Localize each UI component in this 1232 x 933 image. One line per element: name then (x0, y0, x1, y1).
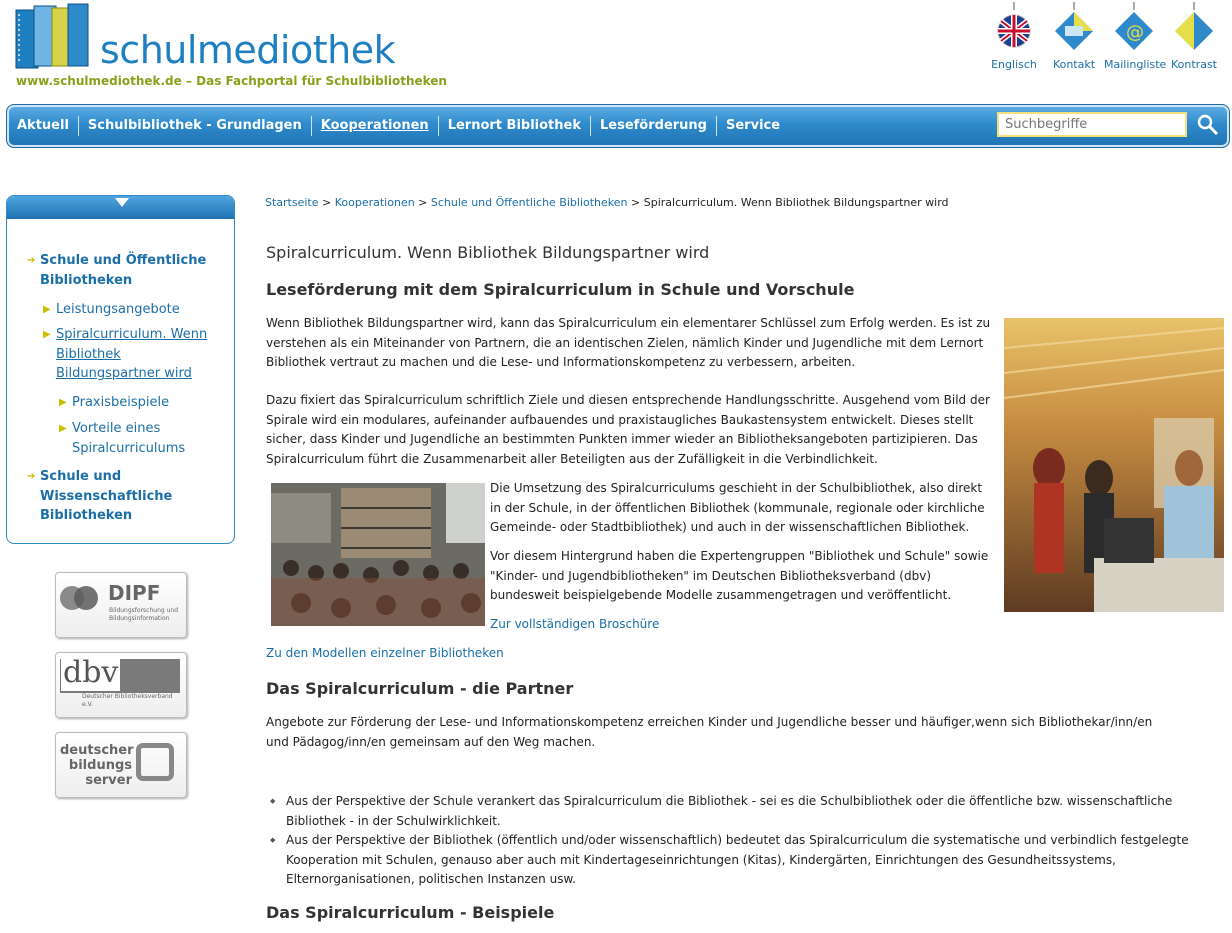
uk-flag-icon (991, 2, 1037, 54)
sidebar-header (7, 196, 234, 219)
paragraph-intro: Wenn Bibliothek Bildungspartner wird, kann das Spiralcurriculum ein elementarer Schlüssel zum Erfolg werden. Es ist zu verstehen als ein Miteinander von Partnern, die an identischen Zielen, nämlich Kinder und Jugendliche mit dem Lernort Bibliothek vertraut zu machen und die Lese- und Informationskompetenz zu verbessern, arbeiten. (266, 316, 991, 369)
kontrast-link[interactable] (1164, 2, 1224, 77)
nav-service[interactable]: Service (716, 116, 789, 136)
search-icon[interactable] (1196, 113, 1220, 137)
paragraph-angebote: Angebote zur Förderung der Lese- und Informationskompetenz erreichen Kinder und Jugendliche besser und häufiger,wenn sich Bibliothekar/inn/en und Pädagog/inn/en gemeinsam auf den Weg machen. (266, 715, 1153, 749)
nav-aktuell[interactable]: Aktuell (17, 118, 69, 133)
at-sign-icon (1111, 2, 1157, 54)
kontakt-label: Kontakt (1052, 58, 1096, 71)
top-icon-bar (984, 2, 1224, 77)
section-heading-partner: Das Spiralcurriculum - die Partner (266, 679, 574, 698)
books-logo-icon (14, 2, 92, 74)
site-logo[interactable] (14, 2, 447, 92)
sidebar-item-vorteile[interactable] (59, 419, 192, 458)
sidebar-item-label: Schule und Öffentliche Bibliotheken (40, 253, 207, 288)
nav-kooperationen[interactable]: Kooperationen (311, 116, 438, 136)
svg-text:@: @ (1126, 22, 1144, 43)
englisch-link[interactable] (984, 2, 1044, 77)
dipf-subtitle: Bildungsforschung und Bildungsinformation (109, 607, 179, 622)
paragraph-hintergrund: Vor diesem Hintergrund haben die Expertengruppen "Bibliothek und Schule" sowie "Kinder- und Jugendbibliotheken" im Deutschen Bibliotheksverband (dbv) bundesweit beispielgebende Modelle zusammengetragen und veröffentlicht. (490, 549, 989, 602)
breadcrumb-separator: > (627, 196, 644, 209)
arrow-icon: ➔ (27, 471, 36, 482)
dbv-subtitle: Deutscher Bibliotheksverband e.V. (82, 693, 173, 708)
dbv-logo[interactable] (55, 652, 187, 718)
nav-lernort-bibliothek[interactable]: Lernort Bibliothek (438, 116, 590, 136)
sidebar-item-label: Leistungsangebote (56, 302, 180, 317)
breadcrumb-separator: > (318, 196, 335, 209)
section-heading-beispiele: Das Spiralcurriculum - Beispiele (266, 903, 555, 922)
sidebar-item-leistungsangebote[interactable] (43, 300, 221, 320)
paragraph-umsetzung: Die Umsetzung des Spiralcurriculums geschieht in der Schulbibliothek, also direkt in der Schule, in der öffentlichen Bibliothek (kommunale, regionale oder kirchliche Gemeinde- oder Stadtbibliothek) und auch in der wissenschaftlichen Bibliothek. (490, 481, 985, 534)
logo-title: schulmediothek (100, 28, 396, 72)
arrow-icon: ➔ (27, 255, 36, 266)
sidebar-item-praxisbeispiele[interactable] (59, 393, 222, 413)
page-title: Spiralcurriculum. Wenn Bibliothek Bildungspartner wird (266, 243, 710, 262)
breadcrumb-schule-oeffentliche[interactable]: Schule und Öffentliche Bibliotheken (430, 196, 628, 209)
mailingliste-label: Mailingliste (1104, 58, 1167, 71)
library-photo (1004, 318, 1224, 612)
sidebar-item-schule-wissenschaftliche[interactable] (27, 467, 190, 526)
breadcrumb-startseite[interactable]: Startseite (265, 196, 319, 209)
bildungsserver-square-icon (136, 743, 174, 781)
arrow-icon: ▶ (43, 304, 51, 315)
partner-bullet-list (270, 792, 1222, 890)
contrast-icon (1171, 2, 1217, 54)
dbv-name: dbv (63, 655, 119, 690)
sidebar-item-spiralcurriculum[interactable] (43, 325, 221, 384)
paragraph-spirale: Dazu fixiert das Spiralcurriculum schriftlich Ziele und diesen entsprechende Handlungsschritte. Ausgehend vom Bild der Spirale wird ein modulares, aufeinander aufbauendes und praxistaugliches Baukastensystem entwickelt. Dieses stellt sicher, dass Kinder und Jugendliche an bestimmten Punkten immer wieder an Bibliotheksangeboten partizipieren. Das Spiralcurriculum führt die Zusammenarbeit aller Beteiligten aus der Zufälligkeit in die Verbindlichkeit. (266, 393, 990, 466)
breadcrumb-current: Spiralcurriculum. Wenn Bibliothek Bildungspartner wird (643, 196, 949, 209)
nav-lesefoerderung[interactable]: Leseförderung (590, 116, 716, 136)
page-subtitle: Leseförderung mit dem Spiralcurriculum in Schule und Vorschule (266, 280, 855, 299)
contact-card-icon (1051, 2, 1097, 54)
list-item: ◆ Aus der Perspektive der Schule verankert das Spiralcurriculum die Bibliothek - sei es die Schulbibliothek oder die öffentliche bzw. wissenschaftliche Bibliothek - in der Schulwirklichkeit. (270, 792, 1222, 831)
modelle-link[interactable]: Zu den Modellen einzelner Bibliotheken (266, 646, 504, 660)
sidebar-nav (6, 195, 235, 544)
main-navigation (6, 104, 1230, 148)
dipf-logo[interactable] (55, 572, 187, 638)
reading-circle-photo (271, 483, 485, 626)
arrow-icon: ▶ (59, 423, 67, 434)
nav-schulbibliothek-grundlagen[interactable]: Schulbibliothek - Grundlagen (78, 116, 311, 136)
broschuere-link[interactable]: Zur vollständigen Broschüre (490, 617, 660, 631)
kontrast-label: Kontrast (1171, 58, 1217, 71)
list-item: ◆ Aus der Perspektive der Bibliothek (öffentlich und/oder wissenschaftlich) bedeutet das Spiralcurriculum die systematische und verbindlich festgelegte Kooperation mit Schulen, genauso aber auch mit Kindertageseinrichtungen (Kitas), Kindergärten, Einrichtungen des Gesundheitssystems, Elternorganisationen, politischen Instanzen usw. (270, 831, 1222, 890)
englisch-label: Englisch (991, 58, 1037, 71)
breadcrumb (265, 196, 949, 209)
bildungsserver-logo[interactable] (55, 732, 187, 798)
sidebar-item-schule-oeffentliche[interactable] (27, 251, 220, 290)
mailingliste-link[interactable] (1104, 2, 1167, 77)
arrow-icon: ▶ (59, 397, 67, 408)
breadcrumb-separator: > (414, 196, 431, 209)
logo-subtitle: www.schulmediothek.de – Das Fachportal für Schulbibliotheken (16, 74, 447, 88)
arrow-icon: ▶ (43, 329, 51, 340)
sidebar-item-label: Schule und Wissenschaftliche Bibliotheken (40, 469, 173, 523)
nav-items (15, 105, 789, 147)
breadcrumb-kooperationen[interactable]: Kooperationen (334, 196, 415, 209)
kontakt-link[interactable] (1044, 2, 1104, 77)
dipf-name: DIPF (108, 581, 161, 605)
sidebar-item-label: Vorteile eines Spiralcurriculums (72, 421, 186, 456)
sidebar-item-label: Praxisbeispiele (72, 395, 170, 410)
search-input[interactable] (997, 112, 1187, 137)
bildungsserver-name: deutscher bildungs server (60, 743, 134, 788)
sidebar-item-label: Spiralcurriculum. Wenn Bibliothek Bildungspartner wird (56, 327, 208, 381)
